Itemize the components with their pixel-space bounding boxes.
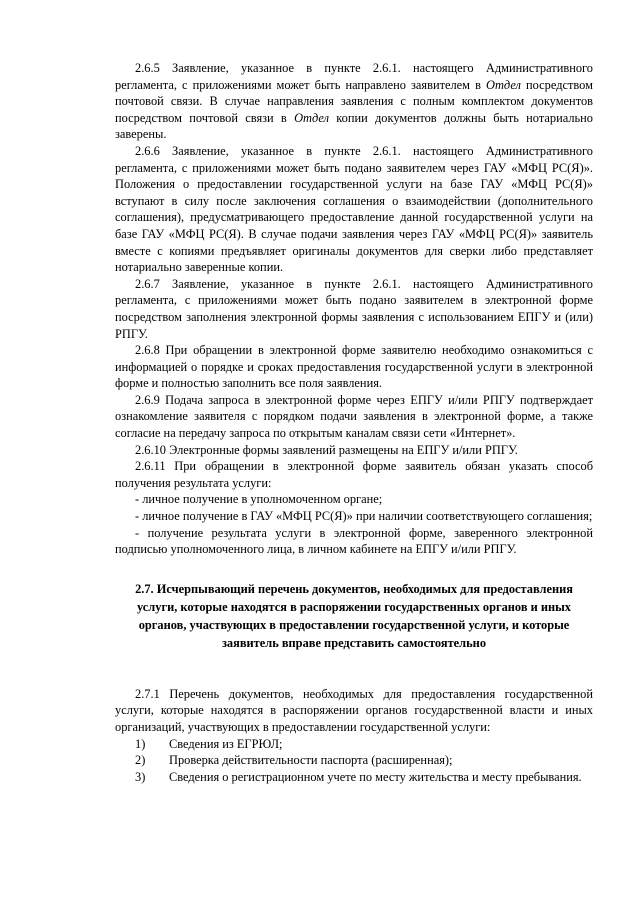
list-number: 3) xyxy=(135,769,146,784)
paragraph-2-7-1: 2.7.1 Перечень документов, необходимых для предоставления государственной услуги, которые находятся в распоряжении органов государственной власти и иных организаций, участвующих в предоставлении государственной услуги: xyxy=(115,686,593,734)
list-item xyxy=(115,769,593,786)
spacer xyxy=(115,652,593,686)
list-item xyxy=(115,736,593,753)
list-number: 1) xyxy=(135,736,146,751)
section-heading-2-7: 2.7. Исчерпывающий перечень документов, необходимых для предоставления услуги, которые находятся в распоряжении государственных органов и иных органов, участвующих в предоставлении государственной услуги, и которые заявитель вправе представить самостоятельно xyxy=(135,581,573,650)
list-number: 2) xyxy=(135,753,146,768)
emphasis-otdel: Отдел xyxy=(486,77,521,92)
text-run: 2.6.5 Заявление, указанное в пункте 2.6.1. настоящего Административного регламента, с приложениями может быть направлено заявителем в xyxy=(115,61,593,92)
paragraph-2-6-8: 2.6.8 При обращении в электронной форме заявителю необходимо ознакомиться с информацией о порядке и сроках предоставления государственной услуги в электронной форме и полностью заполнить все поля заявления. xyxy=(115,343,593,391)
paragraph-2-6-7: 2.6.7 Заявление, указанное в пункте 2.6.1. настоящего Административного регламента, с приложениями может быть подано заявителем в электронной форме посредством заполнения электронной формы заявления с использованием ЕПГУ и (или) РПГУ. xyxy=(115,276,593,341)
list-text: Сведения из ЕГРЮЛ; xyxy=(169,736,283,751)
dash-item-1: - личное получение в уполномоченном органе; xyxy=(135,492,383,507)
document-page xyxy=(115,60,593,785)
paragraph-2-6-10: 2.6.10 Электронные формы заявлений размещены на ЕПГУ и/или РПГУ. xyxy=(135,442,518,457)
paragraph-2-6-6: 2.6.6 Заявление, указанное в пункте 2.6.1. настоящего Административного регламента, с приложениями может быть подано заявителем через ГАУ «МФЦ РС(Я)». Положения о предоставлении государственной услуги на базе ГАУ «МФЦ РС(Я)» вступают в силу после заключения соглашения о взаимодействии (дополнительного соглашения), предусматривающего предоставление данной государственной услуги на базе ГАУ «МФЦ РС(Я). В случае подачи заявления через ГАУ «МФЦ РС(Я)» заявитель вместе с копиями предъявляет оригиналы документов для сверки либо представляет нотариально заверенные копии. xyxy=(115,143,593,275)
list-item xyxy=(115,752,593,769)
dash-item-2: - личное получение в ГАУ «МФЦ РС(Я)» при наличии соответствующего соглашения; xyxy=(135,509,593,524)
paragraph-2-6-5 xyxy=(115,60,593,143)
emphasis-otdel: Отдел xyxy=(294,110,329,125)
dash-item-3: - получение результата услуги в электронной форме, заверенного электронной подписью уполномоченного лица, в личном кабинете на ЕПГУ и/или РПГУ. xyxy=(115,525,593,557)
text-run: копии документов должны быть нотариально заверены. xyxy=(115,110,593,142)
paragraph-2-6-11: 2.6.11 При обращении в электронной форме заявитель обязан указать способ получения результата услуги: xyxy=(115,459,593,490)
paragraph-2-6-9: 2.6.9 Подача запроса в электронной форме через ЕПГУ и/или РПГУ подтверждает ознакомление заявителя с порядком подачи заявления в электронной форме, а также согласие на передачу запроса по открытым каналам связи сети «Интернет». xyxy=(115,392,593,441)
text-run: посредством почтовой связи. В случае направления заявления с полным комплектом документов посредством почтовой связи в xyxy=(115,77,593,125)
list-text: Проверка действительности паспорта (расширенная); xyxy=(169,753,453,768)
list-text: Сведения о регистрационном учете по месту жительства и месту пребывания. xyxy=(169,769,582,784)
